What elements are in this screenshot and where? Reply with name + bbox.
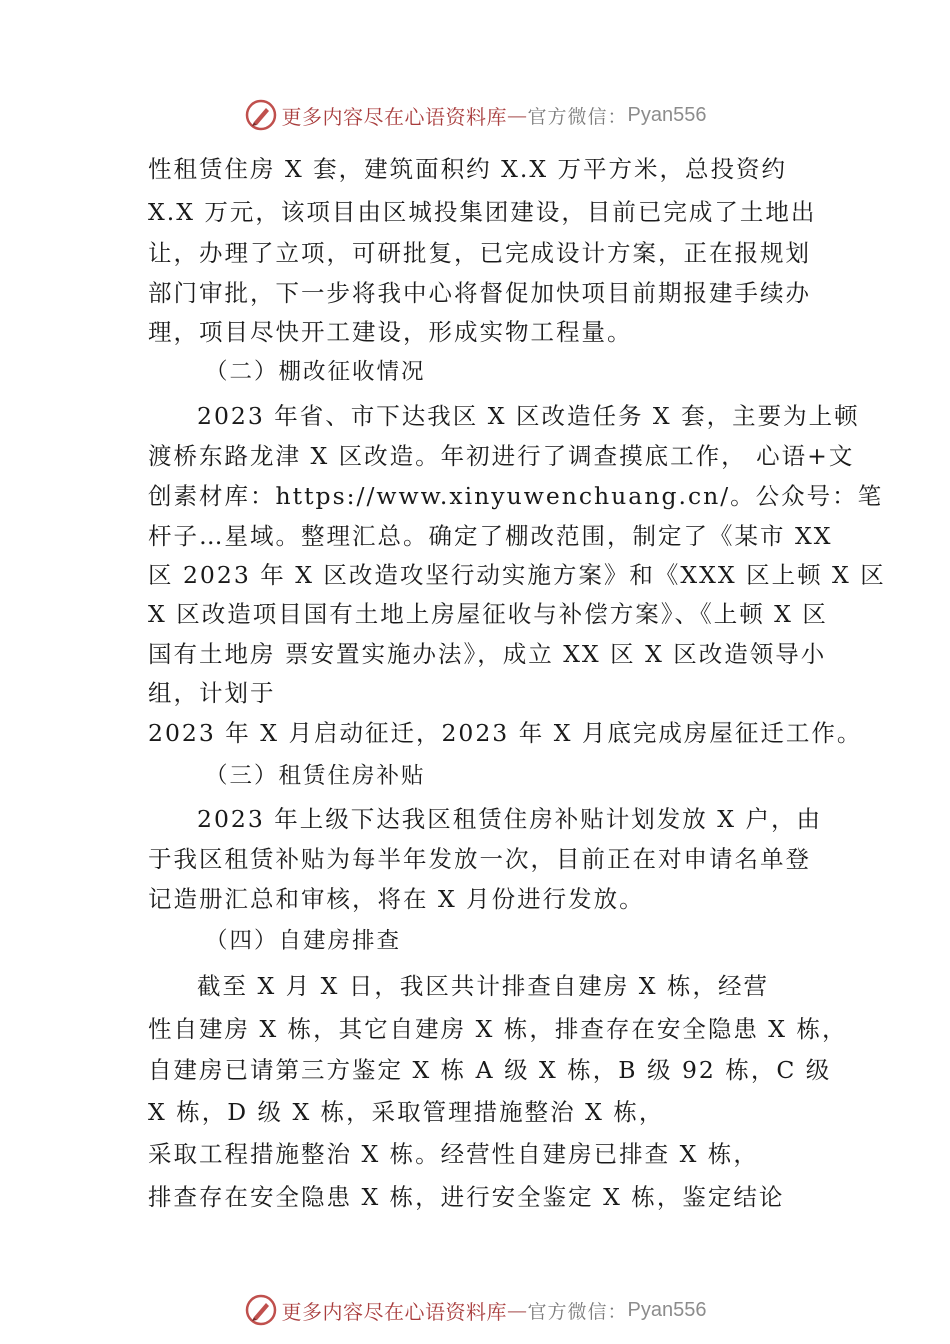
text-line: 让，办理了立项，可研批复，已完成设计方案，正在报规划: [148, 239, 811, 267]
text-line: 截至 X 月 X 日，我区共计排查自建房 X 栋，经营: [197, 972, 770, 1000]
banner-site-text: 更多内容尽在心语资料库: [281, 1299, 507, 1324]
banner-wechat-id: Pyan556: [627, 1298, 707, 1321]
text-line: 杆子…星域。整理汇总。确定了棚改范围，制定了《某市 XX: [148, 522, 833, 550]
text-line: 理，项目尽快开工建设，形成实物工程量。: [148, 318, 633, 346]
text-line: 2023 年省、市下达我区 X 区改造任务 X 套，主要为上顿: [197, 402, 860, 430]
text-line: 性租赁住房 X 套，建筑面积约 X.X 万平方米，总投资约: [148, 155, 788, 183]
text-line: 自建房已请第三方鉴定 X 栋 A 级 X 栋，B 级 92 栋，C 级: [148, 1056, 832, 1084]
text-line: 组，计划于: [148, 679, 276, 707]
text-line: 2023 年 X 月启动征迁，2023 年 X 月底完成房屋征迁工作。: [148, 719, 863, 747]
banner-wechat-label: 官方微信：: [527, 105, 628, 128]
section-heading: （三）租赁住房补贴: [205, 763, 426, 789]
text-line: 性自建房 X 栋，其它自建房 X 栋，排查存在安全隐患 X 栋，: [148, 1015, 848, 1043]
section-heading: （四）自建房排查: [205, 928, 402, 954]
text-line: X.X 万元，该项目由区城投集团建设，目前已完成了土地出: [148, 198, 817, 226]
text-line: 记造册汇总和审核，将在 X 月份进行发放。: [148, 885, 645, 913]
text-line: 部门审批，下一步将我中心将督促加快项目前期报建手续办: [148, 279, 811, 307]
text-line: 2023 年上级下达我区租赁住房补贴计划发放 X 户，由: [197, 805, 822, 833]
pen-logo-icon: [244, 1293, 278, 1327]
section-heading: （二）棚改征收情况: [205, 359, 426, 385]
text-line: 于我区租赁补贴为每半年发放一次，目前正在对申请名单登: [148, 845, 811, 873]
text-line: X 区改造项目国有土地上房屋征收与补偿方案》、《上顿 X 区: [148, 600, 828, 628]
text-line: 区 2023 年 X 区改造攻坚行动实施方案》和《XXX 区上顿 X 区: [148, 561, 886, 589]
text-line: X 栋，D 级 X 栋，采取管理措施整治 X 栋，: [148, 1098, 665, 1126]
banner-wechat-label: 官方微信：: [527, 1300, 628, 1323]
banner-dash: —: [507, 103, 528, 127]
text-line: 排查存在安全隐患 X 栋，进行安全鉴定 X 栋，鉴定结论: [148, 1183, 785, 1211]
text-line: 渡桥东路龙津 X 区改造。年初进行了调查摸底工作， 心语+文: [148, 442, 855, 470]
pen-logo-icon: [244, 98, 278, 132]
text-line: 创素材库：https://www.xinyuwenchuang.cn/。公众号：笔: [148, 482, 884, 510]
text-line: 采取工程措施整治 X 栋。经营性自建房已排查 X 栋，: [148, 1140, 759, 1168]
text-line: 国有土地房 票安置实施办法》，成立 XX 区 X 区改造领导小: [148, 640, 827, 668]
header-banner: [0, 95, 950, 135]
banner-dash: —: [507, 1298, 528, 1322]
banner-wechat-id: Pyan556: [627, 103, 707, 126]
footer-banner: [0, 1290, 950, 1330]
banner-site-text: 更多内容尽在心语资料库: [281, 104, 507, 129]
